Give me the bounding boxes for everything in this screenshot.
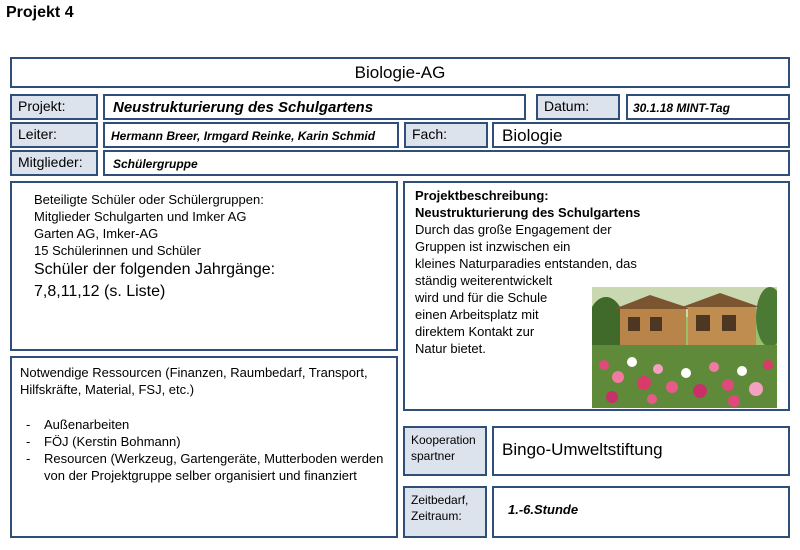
kooperation-value: Bingo-Umweltstiftung xyxy=(492,426,790,476)
participants-grades: 7,8,11,12 (s. Liste) xyxy=(34,283,166,300)
list-item: - Außenarbeiten xyxy=(20,416,388,433)
list-item: - Resourcen (Werkzeug, Gartengeräte, Mutterboden werden von der Projektgruppe selber organisiert und finanziert xyxy=(20,450,388,484)
resources-box xyxy=(10,356,398,538)
description-line: Durch das große Engagement der xyxy=(415,222,612,237)
participants-line: Mitglieder Schulgarten und Imker AG xyxy=(34,209,247,224)
resources-heading: Notwendige Ressourcen (Finanzen, Raumbedarf, Transport, xyxy=(20,365,368,380)
projekt-value: Neustrukturierung des Schulgartens xyxy=(103,94,526,120)
fach-value: Biologie xyxy=(492,122,790,148)
description-line: ständig weiterentwickelt xyxy=(415,273,553,288)
zeitbedarf-label: Zeitbedarf, Zeitraum: xyxy=(403,486,487,538)
description-heading: Projektbeschreibung: xyxy=(415,188,549,203)
list-item: - FÖJ (Kerstin Bohmann) xyxy=(20,433,388,450)
projekt-label: Projekt: xyxy=(10,94,98,120)
leiter-label: Leiter: xyxy=(10,122,98,148)
description-line: kleines Naturparadies entstanden, das xyxy=(415,256,637,271)
participants-grades-heading: Schüler der folgenden Jahrgänge: xyxy=(34,261,276,278)
participants-line: Beteiligte Schüler oder Schülergruppen: xyxy=(34,192,264,207)
page-title: Projekt 4 xyxy=(6,4,74,21)
datum-value: 30.1.18 MINT-Tag xyxy=(626,94,790,120)
description-line: Gruppen ist inzwischen ein xyxy=(415,239,571,254)
description-line: wird und für die Schule xyxy=(415,290,548,305)
description-subheading: Neustrukturierung des Schulgartens xyxy=(415,205,641,220)
mitglieder-value: Schülergruppe xyxy=(103,150,790,176)
description-line: Natur bietet. xyxy=(415,341,486,356)
datum-label: Datum: xyxy=(536,94,620,120)
garden-photo xyxy=(592,287,777,408)
form-title: Biologie-AG xyxy=(10,57,790,88)
leiter-value: Hermann Breer, Irmgard Reinke, Karin Schmid xyxy=(103,122,399,148)
participants-line: Garten AG, Imker-AG xyxy=(34,226,159,241)
zeitbedarf-value: 1.-6.Stunde xyxy=(492,486,790,538)
participants-line: 15 Schülerinnen und Schüler xyxy=(34,243,201,258)
resources-list xyxy=(20,416,388,484)
description-line: direktem Kontakt zur xyxy=(415,324,535,339)
fach-label: Fach: xyxy=(404,122,488,148)
resources-heading: Hilfskräfte, Material, FSJ, etc.) xyxy=(20,382,195,397)
description-line: einen Arbeitsplatz mit xyxy=(415,307,539,322)
kooperation-label: Kooperationspartner xyxy=(403,426,487,476)
participants-box xyxy=(10,181,398,351)
mitglieder-label: Mitglieder: xyxy=(10,150,98,176)
